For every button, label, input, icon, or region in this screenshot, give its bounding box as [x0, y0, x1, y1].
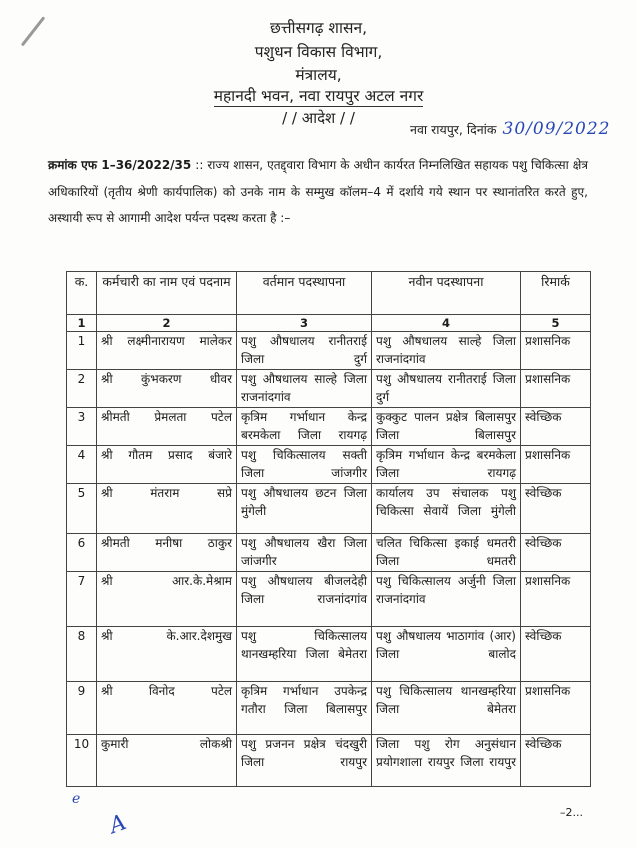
serial-cell: 1 [67, 332, 97, 370]
table-row [67, 484, 591, 534]
table-row [67, 534, 591, 572]
page-continuation-marker: –2... [560, 806, 583, 819]
column-number-row [67, 315, 591, 332]
remark-cell: प्रशासनिक [521, 682, 591, 735]
address [0, 86, 637, 106]
remark-cell: स्वेच्छिक [521, 534, 591, 572]
employee-name-cell: श्रीमती मनीषा ठाकुर [97, 534, 237, 572]
serial-cell: 7 [67, 572, 97, 627]
new-posting-cell: पशु औषधालय साल्हे जिला राजनांदगांव [372, 332, 521, 370]
header-current-posting: वर्तमान पदस्थापना [237, 272, 372, 315]
order-text: :: राज्य शासन, एतद्द्वारा विभाग के अधीन कार्यरत निम्नलिखित सहायक पशु चिकित्सा क्षेत्र अधिकारियों (तृतीय श्रेणी कार्यपालिक) को उनके नाम के सम्मुख कॉलम–4 में दर्शाये गये स्थान पर स्थानांतरित करते हुए, अस्थायी रूप से आगामी आदेश पर्यन्त पदस्थ करता है :– [48, 158, 588, 225]
handwritten-date: 30/09/2022 [502, 119, 611, 139]
employee-name-cell: कुमारी लोकश्री [97, 735, 237, 787]
remark-cell: प्रशासनिक [521, 332, 591, 370]
current-posting-cell: पशु औषधालय खैरा जिला जांजगीर [237, 534, 372, 572]
new-posting-cell: कुक्कुट पालन प्रक्षेत्र बिलासपुर जिला बिलासपुर [372, 408, 521, 446]
current-posting-cell: पशु औषधालय बीजलदेही जिला राजनांदगांव [237, 572, 372, 627]
dateline-place: नवा रायपुर, दिनांक [410, 122, 497, 137]
remark-cell: प्रशासनिक [521, 370, 591, 408]
current-posting-cell: पशु चिकित्सालय थानखम्हरिया जिला बेमेतरा [237, 627, 372, 682]
new-posting-cell: पशु औषधालय रानीतराई जिला दुर्ग [372, 370, 521, 408]
new-posting-cell: पशु औषधालय भाठागांव (आर) जिला बालोद [372, 627, 521, 682]
order-number: क्रमांक एफ 1–36/2022/35 [48, 158, 192, 172]
table-row [67, 370, 591, 408]
header-serial: क. [67, 272, 97, 315]
new-posting-cell: कृत्रिम गर्भाधान केन्द्र बरमकेला जिला रायगढ़ [372, 446, 521, 484]
new-posting-cell: जिला पशु रोग अनुसंधान प्रयोगशाला रायपुर जिला रायपुर [372, 735, 521, 787]
current-posting-cell: कृत्रिम गर्भाधान उपकेन्द्र गतौरा जिला बिलासपुर [237, 682, 372, 735]
employee-name-cell: श्री विनोद पटेल [97, 682, 237, 735]
col-number: 4 [372, 315, 521, 332]
table-row [67, 627, 591, 682]
dateline [410, 119, 611, 139]
new-posting-cell: पशु चिकित्सालय थानखम्हरिया जिला बेमेतरा [372, 682, 521, 735]
remark-cell: स्वेच्छिक [521, 735, 591, 787]
current-posting-cell: पशु औषधालय छटन जिला मुंगेली [237, 484, 372, 534]
remark-cell: प्रशासनिक [521, 446, 591, 484]
serial-cell: 8 [67, 627, 97, 682]
serial-cell: 10 [67, 735, 97, 787]
header-remark: रिमार्क [521, 272, 591, 315]
ministry-name: मंत्रालय, [295, 66, 342, 84]
col-number: 3 [237, 315, 372, 332]
employee-name-cell: श्री मंतराम सप्रे [97, 484, 237, 534]
employee-name-cell: श्रीमती प्रेमलता पटेल [97, 408, 237, 446]
new-posting-cell: कार्यालय उप संचालक पशु चिकित्सा सेवायें जिला मुंगेली [372, 484, 521, 534]
current-posting-cell: पशु औषधालय साल्हे जिला राजनांदगांव [237, 370, 372, 408]
employee-name-cell: श्री कुंभकरण धीवर [97, 370, 237, 408]
handwritten-initial: A [106, 810, 130, 839]
remark-cell: प्रशासनिक [521, 572, 591, 627]
new-posting-cell: चलित चिकित्सा इकाई धमतरी जिला धमतरी [372, 534, 521, 572]
table-row [67, 408, 591, 446]
current-posting-cell: पशु औषधालय रानीतराई जिला दुर्ग [237, 332, 372, 370]
remark-cell: स्वेच्छिक [521, 408, 591, 446]
current-posting-cell: पशु चिकित्सालय सक्ती जिला जांजगीर [237, 446, 372, 484]
serial-cell: 4 [67, 446, 97, 484]
transfer-table [66, 271, 591, 787]
handwritten-mark: e [72, 791, 81, 807]
employee-name-cell: श्री लक्ष्मीनारायण मालेकर [97, 332, 237, 370]
remark-cell: स्वेच्छिक [521, 484, 591, 534]
col-number: 5 [521, 315, 591, 332]
col-number: 1 [67, 315, 97, 332]
remark-cell: स्वेच्छिक [521, 627, 591, 682]
current-posting-cell: कृत्रिम गर्भाधान केन्द्र बरमकेला जिला रायगढ़ [237, 408, 372, 446]
employee-name-cell: श्री के.आर.देशमुख [97, 627, 237, 682]
order-title: / / आदेश / / [282, 109, 355, 127]
current-posting-cell: पशु प्रजनन प्रक्षेत्र चंदखुरी जिला रायपुर [237, 735, 372, 787]
table-row [67, 332, 591, 370]
table-row [67, 572, 591, 627]
new-posting-cell: पशु चिकित्सालय अर्जुनी जिला राजनांदगांव [372, 572, 521, 627]
table-row [67, 682, 591, 735]
serial-cell: 5 [67, 484, 97, 534]
employee-name-cell: श्री गौतम प्रसाद बंजारे [97, 446, 237, 484]
address-text: महानदी भवन, नवा रायपुर अटल नगर [213, 87, 424, 105]
table-row [67, 735, 591, 787]
department-name: पशुधन विकास विभाग, [254, 43, 383, 61]
header-employee-name: कर्मचारी का नाम एवं पदनाम [97, 272, 237, 315]
serial-cell: 2 [67, 370, 97, 408]
table-header-row [67, 272, 591, 315]
header-new-posting: नवीन पदस्थापना [372, 272, 521, 315]
govt-name: छत्तीसगढ़ शासन, [269, 19, 367, 37]
serial-cell: 3 [67, 408, 97, 446]
employee-name-cell: श्री आर.के.मेश्राम [97, 572, 237, 627]
serial-cell: 6 [67, 534, 97, 572]
order-paragraph [48, 152, 588, 232]
serial-cell: 9 [67, 682, 97, 735]
col-number: 2 [97, 315, 237, 332]
table-row [67, 446, 591, 484]
